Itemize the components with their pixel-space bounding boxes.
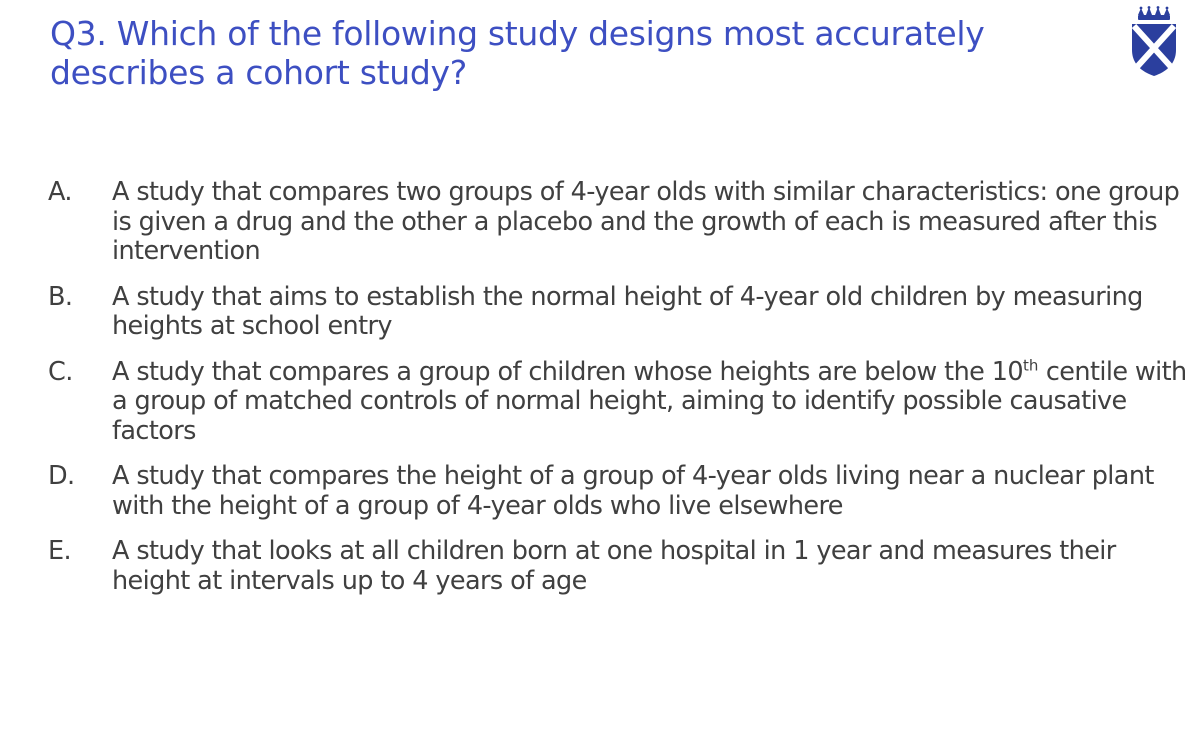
option-letter: B. xyxy=(48,281,73,312)
option-c[interactable] xyxy=(48,358,1188,447)
ordinal-suffix: th xyxy=(1022,356,1039,374)
option-b[interactable] xyxy=(48,283,1188,342)
option-text-part: centile with a group of matched controls of normal height, aiming to identify possible causative factors xyxy=(112,356,1187,446)
option-text-part: A study that compares a group of children whose heights are below the 10 xyxy=(112,356,1023,387)
option-text: A study that compares the height of a group of 4-year olds living near a nuclear plant with the height of a group of 4-year olds who live elsewhere xyxy=(112,461,1154,521)
university-shield-icon xyxy=(1128,6,1180,78)
option-letter: C. xyxy=(48,356,73,387)
option-text: A study that looks at all children born at one hospital in 1 year and measures their height at intervals up to 4 years of age xyxy=(112,536,1116,596)
option-a[interactable] xyxy=(48,178,1188,267)
option-text: A study that compares two groups of 4-year olds with similar characteristics: one group is given a drug and the other a placebo and the growth of each is measured after this intervention xyxy=(112,177,1180,266)
option-letter: A. xyxy=(48,177,72,207)
option-text xyxy=(112,358,1192,447)
answer-options xyxy=(48,178,1188,596)
question-title: Q3. Which of the following study designs most accurately describes a cohort study? xyxy=(50,14,985,92)
option-e[interactable] xyxy=(48,537,1188,596)
option-text: A study that aims to establish the normal height of 4-year old children by measuring heights at school entry xyxy=(112,281,1143,341)
option-letter: E. xyxy=(48,536,72,566)
option-letter: D. xyxy=(48,461,75,491)
option-d[interactable] xyxy=(48,462,1188,521)
